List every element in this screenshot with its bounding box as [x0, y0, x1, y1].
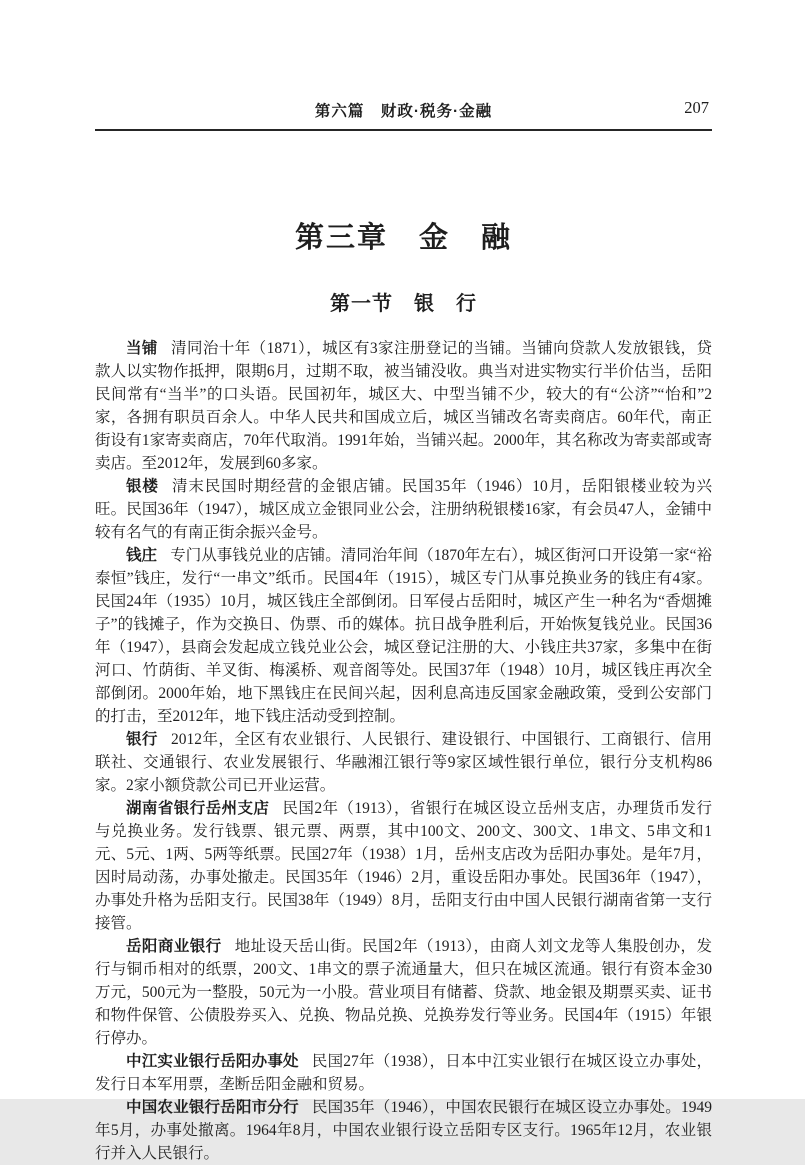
chapter-title: 第三章 金 融: [294, 222, 512, 254]
paragraph: [95, 797, 712, 935]
paragraph-lead: 湖南省银行岳州支店: [126, 800, 270, 817]
paragraph-lead: 中国农业银行岳阳市分行: [126, 1099, 299, 1116]
paragraph-lead: 银楼: [126, 478, 159, 495]
running-header: [95, 99, 712, 131]
paragraph-lead: 中江实业银行岳阳办事处: [126, 1053, 299, 1070]
paragraph-lead: 银行: [126, 731, 158, 748]
paragraph: [95, 935, 712, 1050]
paragraph-text: 清末民国时期经营的金银店铺。民国35年（1946）10月，岳阳银楼业较为兴旺。民国36年（1947），城区成立金银同业公会，注册纳税银楼16家，有会员47人，金铺中较有名气的有南正街余振兴金号。: [95, 478, 712, 541]
paragraph-text: 清同治十年（1871），城区有3家注册登记的当铺。当铺向贷款人发放银钱，贷款人以实物作抵押，限期6月，过期不取，被当铺没收。典当对进实物实行半价估当，岳阳民间常有“当半”的口头语。民国初年，城区大、中型当铺不少，较大的有“公济”“怡和”2家，各拥有职员百余人。中华人民共和国成立后，城区当铺改名寄卖商店。60年代，南正街设有1家寄卖商店，70年代取消。1991年始，当铺兴起。2000年，其名称改为寄卖部或寄卖店。至2012年，发展到60多家。: [95, 340, 712, 472]
paragraph: [95, 475, 712, 544]
paragraph: [95, 728, 712, 797]
paragraph-text: 2012年，全区有农业银行、人民银行、建设银行、中国银行、工商银行、信用联社、交通银行、农业发展银行、华融湘江银行等9家区域性银行单位，银行分支机构86家。2家小额贷款公司已开业运营。: [95, 731, 712, 794]
running-head-title: 第六篇 财政·税务·金融: [314, 103, 493, 120]
section-title: 第一节 银 行: [330, 293, 477, 315]
paragraph-text: 专门从事钱兑业的店铺。清同治年间（1870年左右），城区街河口开设第一家“裕泰恒”钱庄，发行“一串文”纸币。民国4年（1915），城区专门从事兑换业务的钱庄有4家。民国24年（1935）10月，城区钱庄全部倒闭。日军侵占岳阳时，城区产生一种名为“香烟摊子”的钱摊子，作为交换日、伪票、币的媒体。抗日战争胜利后，开始恢复钱兑业。民国36年（1947），县商会发起成立钱兑业公会，城区登记注册的大、小钱庄共37家，多集中在街河口、竹荫街、羊叉街、梅溪桥、观音阁等处。民国37年（1948）10月，城区钱庄再次全部倒闭。2000年始，地下黑钱庄在民间兴起，因利息高违反国家金融政策，受到公安部门的打击，至2012年，地下钱庄活动受到控制。: [95, 547, 712, 725]
paragraph-text: 民国35年（1946），中国农民银行在城区设立办事处。1949年5月，办事处撤离。1964年8月，中国农业银行设立岳阳专区支行。1965年12月，农业银行并入人民银行。: [95, 1099, 712, 1162]
paragraph: [95, 337, 712, 475]
paragraph-lead: 岳阳商业银行: [126, 938, 222, 955]
body-text: [95, 337, 712, 1165]
paragraph-text: 地址设天岳山街。民国2年（1913），由商人刘文龙等人集股创办，发行与铜币相对的纸票，200文、1串文的票子流通量大，但只在城区流通。银行有资本金30万元，500元为一整股，50元为一小股。营业项目有储蓄、贷款、地金银及期票买卖、证书和物件保管、公债股券买入、兑换、物品兑换、兑换券发行等业务。民国4年（1915）年银行停办。: [95, 938, 712, 1047]
paragraph-text: 民国27年（1938），日本中江实业银行在城区设立办事处，发行日本军用票，垄断岳阳金融和贸易。: [95, 1053, 712, 1093]
paragraph: [95, 544, 712, 728]
paragraph-text: 民国2年（1913），省银行在城区设立岳州支店，办理货币发行与兑换业务。发行钱票、银元票、两票，其中100文、200文、300文、1串文、5串文和1元、5元、1两、5两等纸票。民国27年（1938）1月，岳州支店改为岳阳办事处。是年7月，因时局动荡，办事处撤走。民国35年（1946）2月，重设岳阳办事处。民国36年（1947），办事处升格为岳阳支行。民国38年（1949）8月，岳阳支行由中国人民银行湖南省第一支行接管。: [95, 800, 712, 932]
paragraph-lead: 当铺: [126, 340, 158, 357]
page-number: 207: [684, 98, 709, 117]
paragraph-lead: 钱庄: [126, 547, 158, 564]
paragraph: [95, 1050, 712, 1096]
paragraph: [95, 1096, 712, 1165]
